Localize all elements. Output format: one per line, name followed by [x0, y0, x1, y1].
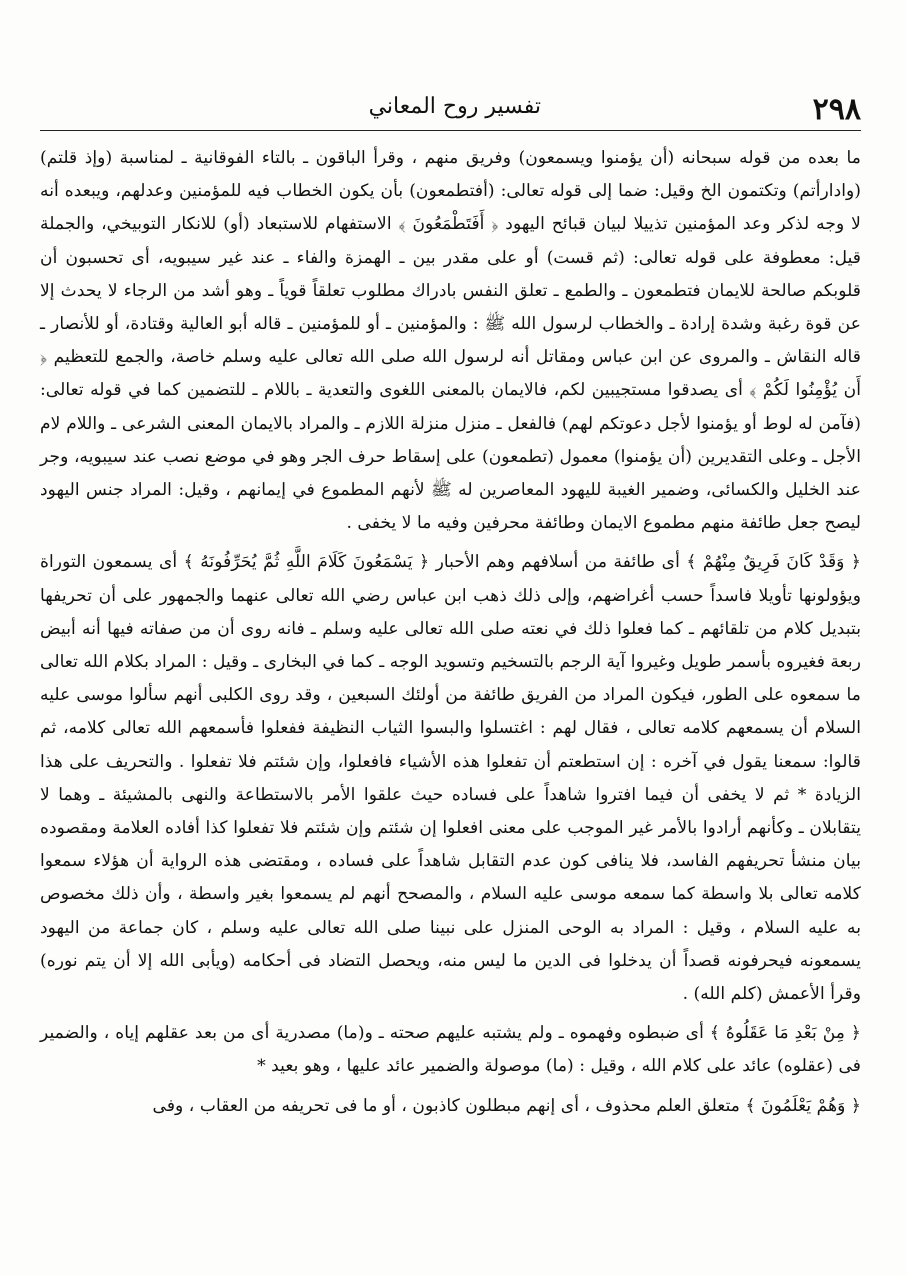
page-header [40, 92, 861, 132]
header-rule [40, 130, 861, 131]
paragraph: ﴿ وَقَدْ كَانَ فَرِيقٌ مِنْهُمْ ﴾ أى طائفة من أسلافهم وهم الأحبار ﴿ يَسْمَعُونَ كَلَامَ اللَّهِ ثُمَّ يُحَرِّفُونَهُ ﴾ أى يسمعون التوراة ويؤولونها تأويلا فاسداً حسب أغراضهم، وإلى ذلك ذهب ابن عباس رضي الله تعالى عنهما والجمهور على أن تحريفها بتبديل كلام من تلقائهم ـ كما فعلوا ذلك في نعته صلى الله تعالى عليه وسلم ـ فانه روى أن من صفاته فيها أنه أبيض ربعة فغيروه بأسمر طويل وغيروا آية الرجم بالتسخيم وتسويد الوجه ـ كما في البخارى ـ وقيل : المراد بكلام الله تعالى ما سمعوه على الطور، فيكون المراد من الفريق طائفة من أولئك السبعين ، وقد روى الكلبى أنهم سألوا موسى عليه السلام أن يسمعهم كلامه تعالى ، فقال لهم : اغتسلوا والبسوا الثياب النظيفة ففعلوا فأسمعهم الله تعالى كلامه، ثم قالوا: سمعنا يقول في آخره : إن استطعتم أن تفعلوا هذه الأشياء فافعلوا، وإن شئتم فلا تفعلوا . والتحريف على هذا الزيادة * ثم لا يخفى أن فيما افتروا شاهداً على فساده حيث علقوا الأمر بالاستطاعة والنهى بالمشيئة ـ وهما لا يتقابلان ـ وكأنهم أرادوا بالأمر غير الموجب على معنى افعلوا إن شئتم وإن شئتم فلا تفعلوا كذا أفاده العلامة ومقصوده بيان منشأ تحريفهم الفاسد، فلا ينافى كون عدم التقابل شاهداً على فساده ، ومقتضى هذه الرواية أن هؤلاء سمعوا كلامه تعالى بلا واسطة كما سمعه موسى عليه السلام ، والمصحح أنهم لم يسمعوا بغير واسطة ، وأن ذلك مخصوص به عليه السلام ، وقيل : المراد به الوحى المنزل على نبينا صلى الله تعالى عليه وسلم ، كان جماعة من اليهود يسمعونه فيحرفونه قصداً أن يدخلوا فى الدين ما ليس منه، ويحصل التضاد فى أحكامه (ويأبى الله إلا أن يتم نوره) وقرأ الأعمش (كلم الله) . [40, 552, 861, 1005]
paragraph: ﴿ وَهُمْ يَعْلَمُونَ ﴾ متعلق العلم محذوف ، أى إنهم مبطلون كاذبون ، أو ما فى تحريفه من العقاب ، وفى [152, 1095, 861, 1116]
paragraph: ﴿ مِنْ بَعْدِ مَا عَقَلُوهُ ﴾ أى ضبطوه وفهموه ـ ولم يشتبه عليهم صحته ـ و(ما) مصدرية أى من بعد عقلهم إياه ، والضمير فى (عقلوه) عائد على كلام الله ، وقيل : (ما) موصولة والضمير عائد عليها ، وهو بعيد * [40, 1023, 861, 1077]
running-title: تفسير روح المعاني [368, 94, 541, 119]
paragraph: ما بعده من قوله سبحانه (أن يؤمنوا ويسمعون) وفريق منهم ، وقرأ الباقون ـ بالتاء الفوقانية ـ لمناسبة (وإذ قلتم) (وادارأتم) وتكتمون الخ وقيل: ضما إلى قوله تعالى: (أفتطمعون) بأن يكون الخطاب فيه للمؤمنين وعدلهم، ويبعده أنه لا وجه لذكر وعد المؤمنين تذييلا لبيان قبائح اليهود ﴿ أَفَتَطْمَعُونَ ﴾ الاستفهام للاستبعاد (أو) للانكار التوبيخي، والجملة قيل: معطوفة على قوله تعالى: (ثم قست) أو على مقدر بين ـ الهمزة والفاء ـ عند غير سيبويه، أى تحسبون أن قلوبكم صالحة للايمان فتطمعون ـ والطمع ـ تعلق النفس بادراك مطلوب تعلقاً قوياً ـ وهو أشد من الرجاء لا يحدث إلا عن قوة رغبة وشدة إرادة ـ والخطاب لرسول الله ﷺ : والمؤمنين ـ أو للمؤمنين ـ قاله أبو العالية وقتادة، أو للأنصار ـ قاله النقاش ـ والمروى عن ابن عباس ومقاتل أنه لرسول الله صلى الله تعالى عليه وسلم خاصة، والجمع للتعظيم ﴿ أَن يُؤْمِنُوا لَكُمْ ﴾ أى يصدقوا مستجيبين لكم، فالايمان بالمعنى اللغوى والتعدية ـ باللام ـ للتضمين كما في قوله تعالى: (فآمن له لوط أو يؤمنوا لأجل دعوتكم لهم) فالفعل ـ منزل منزلة اللازم ـ والمراد بالايمان المعنى الشرعى ـ واللام لام الأجل ـ وعلى التقديرين (أن يؤمنوا) معمول (تطمعون) على إسقاط حرف الجر وهو في موضع نصب عند سيبويه، وجر عند الخليل والكسائى، وضمير الغيبة لليهود المعاصرين له ﷺ لأنهم المطموع في إيمانهم ، وقيل: المراد جنس اليهود ليصح جعل طائفة منهم مطموع الايمان وطائفة محرفين وفيه ما لا يخفى . [40, 148, 861, 534]
commentary-text [40, 142, 861, 1129]
page-number: ٢٩٨ [812, 92, 861, 127]
